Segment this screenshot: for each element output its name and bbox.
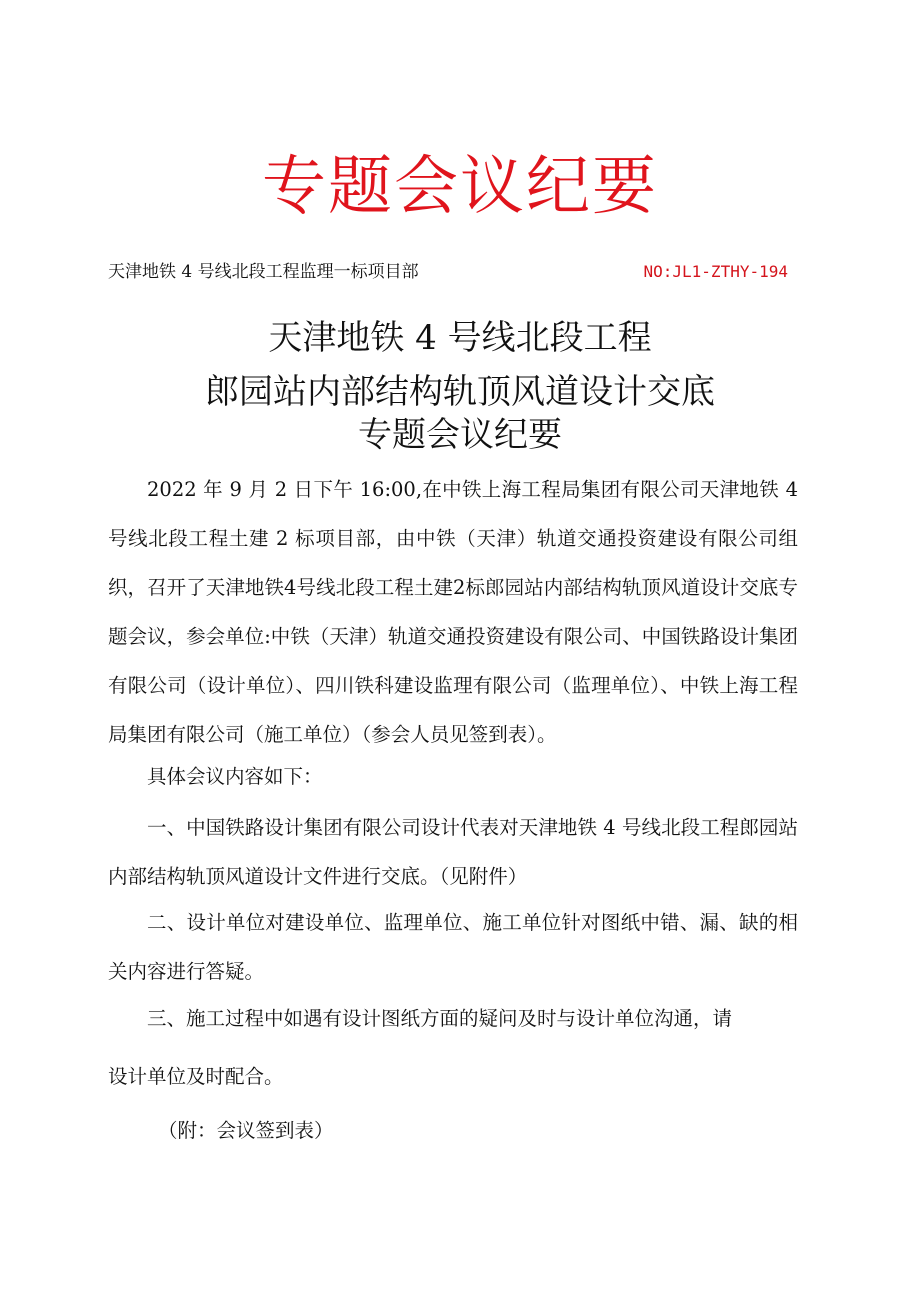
meeting-item-3-line-2: 设计单位及时配合。 — [108, 1065, 284, 1088]
document-number: NO:JL1-ZTHY-194 — [643, 262, 788, 281]
meeting-item-2: 二、设计单位对建设单位、监理单位、施工单位针对图纸中错、漏、缺的相关内容进行答疑。 — [108, 911, 798, 983]
content-intro: 具体会议内容如下： — [147, 765, 323, 788]
meeting-item-3-line-1: 三、施工过程中如遇有设计图纸方面的疑问及时与设计单位沟通，请 — [147, 1007, 733, 1030]
organization-name: 天津地铁 4 号线北段工程监理一标项目部 — [108, 262, 419, 282]
intro-paragraph: 2022 年 9 月 2 日下午 16:00,在中铁上海工程局集团有限公司天津地铁 4 号线北段工程土建 2 标项目部，由中铁（天津）轨道交通投资建设有限公司组织，召开了天津地铁4号线北段工程土建2标郎园站内部结构轨顶风道设计交底专题会议，参会单位:中铁（天津）轨道交通投资建设有限公司、中国铁路设计集团有限公司（设计单位）、四川铁科建设监理有限公司（监理单位）、中铁上海工程局集团有限公司（施工单位）（参会人员见签到表）。 — [108, 478, 798, 746]
subtitle-line-2: 郎园站内部结构轨顶风道设计交底 — [205, 372, 715, 412]
meeting-item-1: 一、中国铁路设计集团有限公司设计代表对天津地铁 4 号线北段工程郎园站内部结构轨顶风道设计文件进行交底。（见附件） — [108, 816, 798, 888]
attachment-note: （附：会议签到表） — [158, 1119, 334, 1142]
subtitle-line-3: 专题会议纪要 — [358, 415, 562, 455]
header-line — [108, 258, 788, 286]
main-title: 专题会议纪要 — [262, 150, 658, 224]
subtitle-line-1: 天津地铁 4 号线北段工程 — [268, 318, 652, 358]
